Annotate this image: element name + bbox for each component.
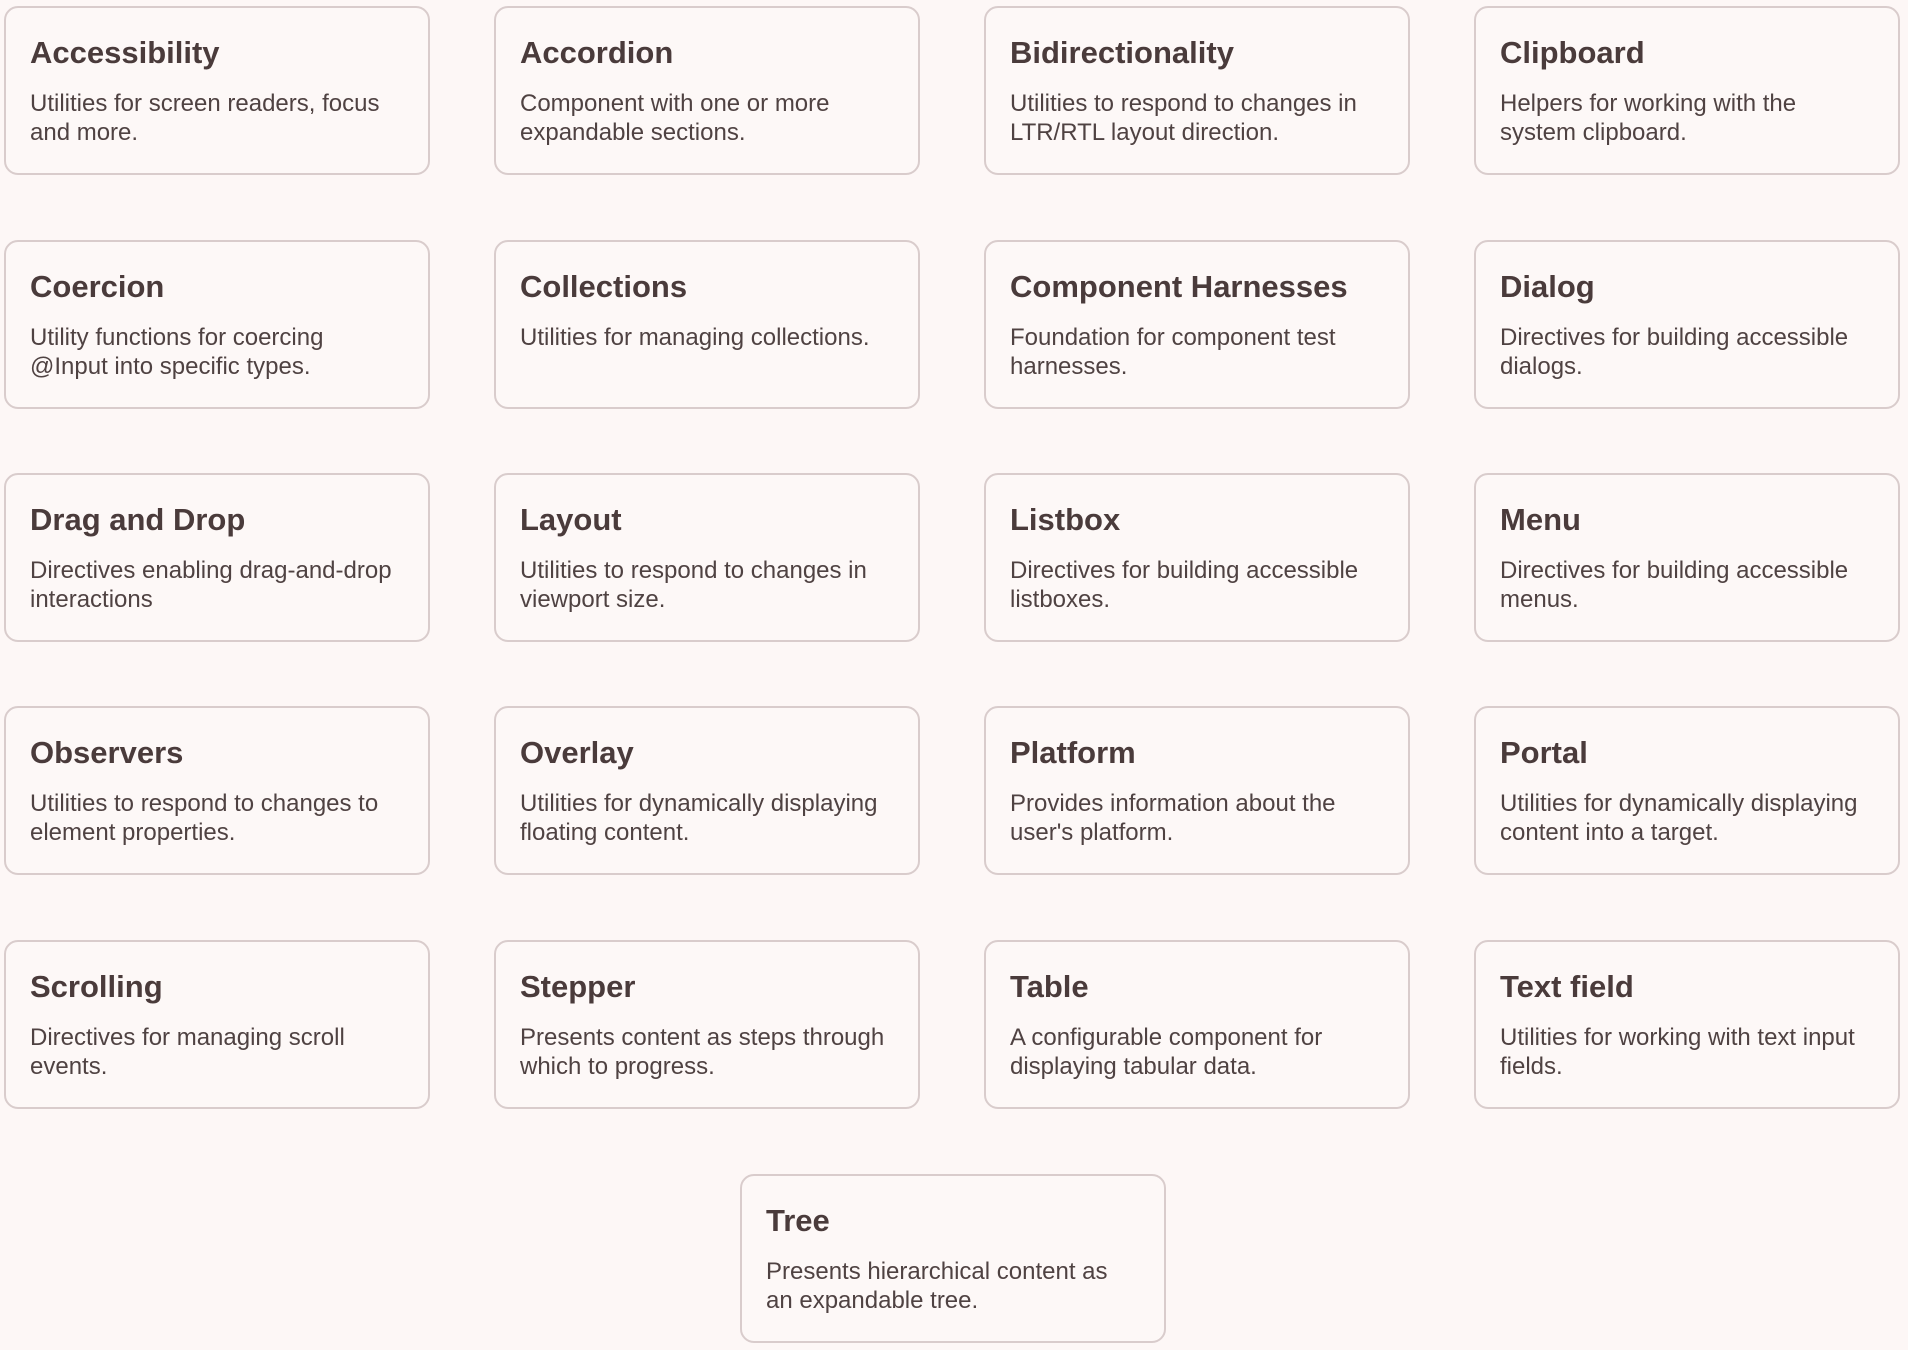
card-scrolling[interactable]: [4, 940, 430, 1109]
card-accordion[interactable]: [494, 6, 920, 175]
card-description: Utilities to respond to changes to element properties.: [30, 789, 379, 846]
card-component-harnesses[interactable]: [984, 240, 1410, 409]
card-title: Tree: [766, 1203, 830, 1238]
card-title: Text field: [1500, 969, 1634, 1004]
card-title: Component Harnesses: [1010, 269, 1348, 304]
card-dialog[interactable]: [1474, 240, 1900, 409]
card-description: Provides information about the user's platform.: [1010, 789, 1336, 846]
card-title: Layout: [520, 502, 622, 537]
card-description: Utilities to respond to changes in viewport size.: [520, 556, 867, 613]
card-title: Overlay: [520, 735, 634, 770]
card-platform[interactable]: [984, 706, 1410, 875]
card-description: Utilities for working with text input fields.: [1500, 1023, 1855, 1080]
card-title: Table: [1010, 969, 1089, 1004]
card-title: Platform: [1010, 735, 1136, 770]
card-description: Utilities for screen readers, focus and more.: [30, 89, 380, 146]
card-title: Accordion: [520, 35, 674, 70]
card-description: Presents content as steps through which to progress.: [520, 1023, 885, 1080]
card-accessibility[interactable]: [4, 6, 430, 175]
card-description: Utilities to respond to changes in LTR/RTL layout direction.: [1010, 89, 1357, 146]
card-description: Directives for building accessible listboxes.: [1010, 556, 1359, 613]
card-description: Directives for building accessible dialogs.: [1500, 323, 1849, 380]
card-title: Collections: [520, 269, 688, 304]
card-menu[interactable]: [1474, 473, 1900, 642]
card-description: Directives enabling drag-and-drop interactions: [30, 556, 392, 613]
card-title: Clipboard: [1500, 35, 1645, 70]
card-title: Listbox: [1010, 502, 1121, 537]
card-description: Helpers for working with the system clipboard.: [1500, 89, 1797, 146]
card-description: Utilities for dynamically displaying floating content.: [520, 789, 878, 846]
card-title: Bidirectionality: [1010, 35, 1234, 70]
card-description: Directives for building accessible menus.: [1500, 556, 1849, 613]
card-description: A configurable component for displaying tabular data.: [1010, 1023, 1323, 1080]
card-collections[interactable]: [494, 240, 920, 409]
card-title: Scrolling: [30, 969, 163, 1004]
card-description: Foundation for component test harnesses.: [1010, 323, 1336, 380]
card-layout[interactable]: [494, 473, 920, 642]
card-description: Utilities for managing collections.: [520, 323, 870, 351]
card-title: Coercion: [30, 269, 165, 304]
card-bidirectionality[interactable]: [984, 6, 1410, 175]
card-observers[interactable]: [4, 706, 430, 875]
card-title: Menu: [1500, 502, 1581, 537]
card-description: Utility functions for coercing @Input into specific types.: [30, 323, 324, 380]
card-title: Dialog: [1500, 269, 1595, 304]
card-tree[interactable]: [740, 1174, 1166, 1343]
card-title: Accessibility: [30, 35, 220, 70]
card-coercion[interactable]: [4, 240, 430, 409]
card-description: Presents hierarchical content as an expandable tree.: [766, 1257, 1108, 1314]
card-title: Stepper: [520, 969, 636, 1004]
card-title: Drag and Drop: [30, 502, 246, 537]
card-overlay[interactable]: [494, 706, 920, 875]
card-listbox[interactable]: [984, 473, 1410, 642]
card-title: Observers: [30, 735, 184, 770]
card-description: Component with one or more expandable sections.: [520, 89, 830, 146]
card-clipboard[interactable]: [1474, 6, 1900, 175]
card-title: Portal: [1500, 735, 1588, 770]
card-description: Utilities for dynamically displaying content into a target.: [1500, 789, 1858, 846]
card-text-field[interactable]: [1474, 940, 1900, 1109]
card-portal[interactable]: [1474, 706, 1900, 875]
card-table[interactable]: [984, 940, 1410, 1109]
card-description: Directives for managing scroll events.: [30, 1023, 345, 1080]
card-drag-and-drop[interactable]: [4, 473, 430, 642]
card-stepper[interactable]: [494, 940, 920, 1109]
